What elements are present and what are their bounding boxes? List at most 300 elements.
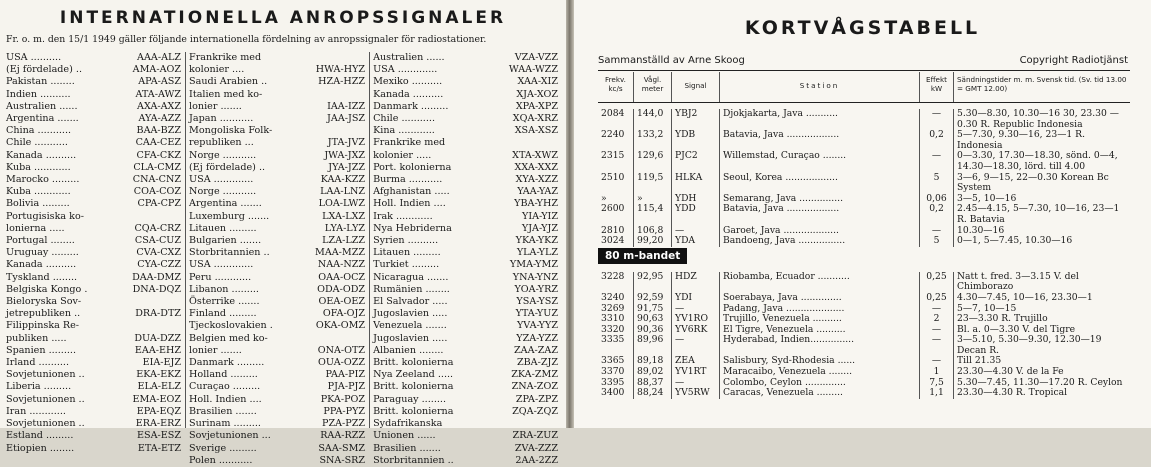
callsign-range: BAA-BZZ [136,125,182,137]
callsign-range: COA-COZ [133,186,182,198]
wavelength-cell: 144,0 [634,109,672,130]
callsign-range: OUA-OZZ [318,357,366,369]
callsign-range [556,137,558,149]
callsign-row [373,198,558,210]
callsign-range: CPA-CPZ [137,198,182,210]
country-name: Belgiska Kongo . [6,283,88,295]
callsign-range: XSA-XSZ [514,125,559,137]
callsign-range: EKA-EKZ [136,369,182,381]
country-name: Sovjetunionen .. [6,369,85,381]
country-name: Peru ............ [189,271,252,283]
callsign-column-3 [369,52,562,466]
country-name: Kuba ............ [6,161,71,173]
callsign-row [189,52,365,64]
callsign-row [189,186,365,198]
callsign-row [373,186,558,198]
callsign-range: OEA-OEZ [318,296,366,308]
callsign-row [373,381,558,393]
callsign-row [189,345,365,357]
times-cell: 23—3.30 R. Trujillo [957,313,1048,325]
wavelength-cell: 88,24 [634,388,672,399]
signal-cell: HDZ [672,272,720,293]
country-name: Britt. kolonierna [373,381,454,393]
callsign-row [189,247,365,259]
country-name: Britt. kolonierna [373,405,454,417]
callsign-row [373,259,558,271]
callsign-row [6,381,181,393]
country-name: Indien .......... [6,88,71,100]
station-row [598,272,1130,293]
country-name: Kina ............ [373,125,435,137]
wavelength-cell: 92,95 [634,272,672,293]
country-name: Sovjetunionen ... [189,430,271,442]
callsign-range: EAA-EHZ [134,344,182,356]
callsign-range: XQA-XRZ [512,113,559,125]
callsign-row [189,198,365,210]
callsign-row [6,150,181,162]
country-name: Unionen ...... [373,430,436,442]
country-name: (Ej fördelade) .. [6,64,83,76]
times-cell: 23.30—4.30 V. de la Fe [957,366,1064,378]
callsign-row [189,394,365,406]
times-cell: 0—1, 5—7.45, 10.30—16 [957,235,1073,247]
callsign-row [6,211,181,223]
callsign-row [6,198,181,210]
callsign-row [373,174,558,186]
country-name: Sovjetunionen .. [6,393,85,405]
callsign-range: MAA-MZZ [315,247,366,259]
country-name: Saudi Arabien .. [189,76,268,88]
power-cell: — [920,335,954,356]
callsign-range: JAA-JSZ [327,113,366,125]
copyright-notice: Copyright Radiotjänst [1019,55,1128,66]
callsign-range: DRA-DTZ [135,308,182,320]
times-cell: 5—7, 10—15 [957,302,1017,314]
freq-cell: 2084 [598,109,634,130]
callsign-row [6,137,181,149]
country-name: Nicaragua ....... [373,271,449,283]
callsign-row [6,52,181,64]
station-row [598,335,1130,356]
country-name: Nya Hebriderna [373,222,452,234]
callsign-range [179,296,181,308]
callsign-row [6,394,181,406]
freq-cell: 3365 [598,356,634,367]
country-name: Australien ...... [373,52,445,63]
power-cell: 0,06 [920,194,954,205]
country-name: Rumänien ........ [373,283,450,295]
callsign-range: YMA-YMZ [509,259,559,271]
callsign-range: VZA-VZZ [514,52,559,63]
callsign-range [363,89,365,101]
callsign-row [189,406,365,418]
callsign-range: HWA-HYZ [315,64,366,76]
right-page [574,0,1151,428]
callsign-range: CFA-CKZ [136,149,182,161]
country-name: Argentina ....... [189,198,262,210]
country-name: Pakistan ........ [6,76,75,88]
callsign-range: YOA-YRZ [514,283,559,295]
callsign-row [189,418,365,430]
callsign-row [189,357,365,369]
callsign-row [189,64,365,76]
callsign-row [373,101,558,113]
callsign-row [189,308,365,320]
callsign-range: KAA-KZZ [320,174,366,186]
country-name: Irak ............ [373,210,433,222]
callsign-row [189,333,365,345]
callsign-range: ZPA-ZPZ [515,393,559,405]
country-name: Danmark ......... [189,357,265,369]
header-power: Effekt kW [920,72,954,102]
intro-text: Fr. o. m. den 15/1 1949 gäller följande internationella fördelning av anropssignaler för radiostationer. [6,34,487,45]
country-name: El Salvador ..... [373,296,448,308]
country-name: Turkiet ......... [373,259,440,271]
country-name: Japan ........... [189,113,254,125]
callsign-row [6,186,181,198]
freq-cell: 2510 [598,173,634,194]
country-name: Spanien ......... [6,344,77,356]
callsign-column-1 [6,52,185,454]
country-name: Tyskland ........ [6,271,78,283]
country-name: Surinam ......... [189,418,261,430]
country-name: Bolivia ......... [6,198,70,210]
country-name: Portugisiska ko- [6,210,85,222]
callsign-row [6,369,181,381]
country-name: kolonier ..... [373,149,432,161]
callsign-range: PKA-POZ [320,393,366,405]
country-name: Australien ...... [6,100,78,112]
callsign-column-2 [185,52,369,466]
callsign-range: YIA-YIZ [521,210,559,222]
times-cell: 4.30—7.45, 10—16, 23.30—1 [957,291,1093,303]
freq-cell: 2315 [598,151,634,172]
country-name: Chile ........... [6,137,68,149]
callsign-row [373,247,558,259]
callsign-range: XPA-XPZ [515,100,559,112]
callsign-row [189,150,365,162]
callsign-range: LXA-LXZ [322,210,366,222]
country-name: Kanada .......... [373,88,444,100]
signal-cell: — [672,304,720,315]
country-name: Sverige ......... [189,442,257,454]
freq-cell: 3395 [598,378,634,389]
freq-cell: 3240 [598,293,634,304]
callsign-range: LYA-LYZ [324,222,366,234]
country-name: Portugal ........ [6,235,75,247]
wavelength-cell: 92,59 [634,293,672,304]
callsign-range: 2AA-2ZZ [515,454,559,466]
wavelength-cell: 115,4 [634,204,672,225]
callsign-row [6,333,181,345]
callsign-row [189,162,365,174]
country-name: Brasilien ....... [189,405,257,417]
country-name: Kanada .......... [6,149,77,161]
callsign-range: RAA-RZZ [320,430,366,442]
callsign-range: EPA-EQZ [136,405,182,417]
wavelength-cell: 90,63 [634,314,672,325]
callsign-row [189,320,365,332]
wavelength-cell: 91,75 [634,304,672,315]
country-name: Sovjetunionen .. [6,418,85,430]
station-cell: Bandoeng, Java ................ [720,236,920,247]
callsign-range: ZNA-ZOZ [511,381,559,393]
wavelength-cell: » [634,194,672,205]
times-cell: Till 21.35 [957,355,1002,367]
callsign-row [373,345,558,357]
callsign-range: ZKA-ZMZ [511,369,559,381]
callsign-range: APA-ASZ [138,76,182,88]
header-times: Sändningstider m. m. Svensk tid. (Sv. tid 13.00 = GMT 12.00) [957,75,1127,93]
signal-cell: YV6RK [672,325,720,336]
country-name: USA ............. [373,64,438,76]
callsign-range: EMA-EOZ [132,393,182,405]
country-name: Irland .......... [6,357,70,369]
country-name: Holl. Indien .... [373,198,446,210]
country-name: Venezuela ....... [373,320,447,332]
country-name: Kuba ............ [6,186,71,198]
freq-cell: 3024 [598,236,634,247]
callsign-range: SNA-SRZ [319,454,366,466]
power-cell: — [920,226,954,237]
power-cell: 0,2 [920,204,954,225]
country-name: Jugoslavien ..... [373,308,448,320]
callsign-range: CQA-CRZ [134,222,182,234]
station-row [598,173,1130,194]
country-name: USA ............. [189,174,254,186]
country-name: republiken ... [189,137,254,149]
country-name: Mongoliska Folk- [189,125,273,137]
callsign-columns [6,52,562,466]
callsign-range: AAA-ALZ [137,52,182,63]
callsign-range: XYA-XZZ [515,174,559,186]
callsign-row [373,333,558,345]
signal-cell: — [672,335,720,356]
callsign-range: ONA-OTZ [317,344,366,356]
callsign-row [373,308,558,320]
wavelength-cell: 89,02 [634,367,672,378]
callsign-range: XAA-XIZ [517,76,559,88]
country-name: China ........... [6,125,72,137]
station-cell: Willemstad, Curaçao ........ [720,151,920,172]
callsign-row [6,247,181,259]
callsign-range: JWA-JXZ [324,149,366,161]
callsign-range: JYA-JZZ [328,161,366,173]
station-cell: Garoet, Java ................... [720,226,920,237]
freq-cell: 3320 [598,325,634,336]
freq-cell: 3370 [598,367,634,378]
callsign-row [6,76,181,88]
callsign-range: ERA-ERZ [135,418,182,430]
callsign-range: ESA-ESZ [137,430,182,442]
callsign-row [189,455,365,467]
freq-cell: 3269 [598,304,634,315]
section-label: 80 m-bandet [598,248,687,264]
callsign-range: LZA-LZZ [322,235,366,247]
callsign-range: LAA-LNZ [320,186,366,198]
country-name: Litauen ......... [373,247,441,259]
country-name: Holl. Indien .... [189,393,262,405]
power-cell: — [920,109,954,130]
power-cell: 1 [920,367,954,378]
shortwave-table [598,72,1130,428]
country-name: lonier ....... [189,100,242,112]
callsign-range: ODA-ODZ [317,283,366,295]
wavelength-cell: 99,20 [634,236,672,247]
wavelength-cell: 88,37 [634,378,672,389]
country-name: Holland ......... [189,369,258,381]
byline [598,55,1128,66]
country-name: USA .......... [6,52,62,63]
callsign-range: CAA-CEZ [135,137,182,149]
callsign-row [373,272,558,284]
callsign-range: ZAA-ZAZ [513,344,559,356]
author-credit: Sammanställd av Arne Skoog [598,55,745,66]
country-name: Marocko ......... [6,174,80,186]
times-cell: 3—5.10, 5.30—9.30, 12.30—19 Decan R. [957,334,1102,356]
callsign-range: CNA-CNZ [132,174,182,186]
station-row [598,293,1130,304]
callsign-range: JTA-JVZ [327,137,366,149]
callsign-row [373,235,558,247]
station-cell: Colombo, Ceylon .............. [720,378,920,389]
freq-cell: 3310 [598,314,634,325]
header-signal: Signal [672,72,720,102]
callsign-row [6,64,181,76]
callsign-row [6,259,181,271]
callsign-range: PPA-PYZ [323,405,366,417]
country-name: Italien med ko- [189,88,263,100]
station-cell: Djokjakarta, Java ........... [720,109,920,130]
country-name: Sydafrikanska [373,418,443,430]
signal-cell: YDA [672,236,720,247]
callsign-row [189,381,365,393]
power-cell: 1,1 [920,388,954,399]
callsign-row [189,296,365,308]
callsign-row [6,430,181,442]
callsign-row [189,76,365,88]
signal-cell: YDI [672,293,720,304]
times-cell: Bl. a. 0—3.30 V. del Tigre [957,323,1076,335]
country-name: Argentina ....... [6,113,79,125]
callsign-row [373,443,558,455]
callsign-row [189,101,365,113]
callsign-range: YVA-YYZ [516,320,559,332]
table-header [598,72,1130,103]
left-page [0,0,566,466]
callsign-range: ATA-AWZ [135,88,182,100]
callsign-range: OAA-OCZ [318,271,366,283]
power-cell: 2 [920,314,954,325]
times-cell: 5.30—7.45, 11.30—17.20 R. Ceylon [957,376,1123,388]
callsign-row [373,296,558,308]
callsign-range: XJA-XOZ [516,88,559,100]
callsign-row [6,223,181,235]
callsign-range: CVA-CXZ [136,247,182,259]
callsign-row [373,284,558,296]
country-name: lonier ....... [189,344,242,356]
callsign-range: YSA-YSZ [516,296,559,308]
table-body-bottom [598,272,1130,399]
callsign-row [373,369,558,381]
callsign-range: EIA-EJZ [142,357,182,369]
country-name: Norge ........... [189,186,257,198]
callsign-range: YBA-YHZ [514,198,559,210]
callsign-range: YLA-YLZ [516,247,559,259]
page-title: INTERNATIONELLA ANROPSSIGNALER [59,8,507,28]
station-cell: Hyderabad, Indien............... [720,335,920,356]
country-name: Chile ........... [373,113,436,125]
country-name: lonierna ..... [6,222,65,234]
country-name: Estland ......... [6,430,74,442]
callsign-row [189,443,365,455]
country-name: Polen ........... [189,454,253,466]
table-rule [598,70,1130,71]
station-row [598,109,1130,130]
callsign-row [373,76,558,88]
callsign-row [189,137,365,149]
freq-cell: 2240 [598,130,634,151]
signal-cell: YBJ2 [672,109,720,130]
callsign-row [373,406,558,418]
section-header [598,247,1130,266]
callsign-row [6,113,181,125]
times-cell: 10.30—16 [957,224,1005,236]
callsign-row [373,357,558,369]
country-name: Bulgarien ....... [189,235,262,247]
country-name: Bieloryska Sov- [6,296,82,308]
times-cell: Natt t. fred. 3—3.15 V. del Chimborazo [957,270,1079,293]
power-cell: 5 [920,173,954,194]
callsign-range: DAA-DMZ [132,271,182,283]
callsign-row [6,357,181,369]
country-name: Libanon ......... [189,283,259,295]
callsign-row [6,345,181,357]
station-cell: Seoul, Korea .................. [720,173,920,194]
country-name: Filippinska Re- [6,320,80,332]
station-cell: Batavia, Java .................. [720,204,920,225]
station-cell: El Tigre, Venezuela .......... [720,325,920,336]
signal-cell: — [672,226,720,237]
callsign-row [6,235,181,247]
header-station: Station [720,72,920,102]
wavelength-cell: 89,18 [634,356,672,367]
callsign-range: YZA-YZZ [516,332,559,344]
callsign-row [373,418,558,430]
country-name: Syrien .......... [373,235,439,247]
freq-cell: 3400 [598,388,634,399]
freq-cell: 2810 [598,226,634,237]
callsign-range: CSA-CUZ [134,235,182,247]
times-cell: 0—3.30, 17.30—18.30, sönd. 0—4, 14.30—18.30, lörd. till 4.00 [957,150,1118,172]
freq-cell: » [598,194,634,205]
wavelength-cell: 89,96 [634,335,672,356]
callsign-range: PJA-PJZ [327,381,366,393]
callsign-range: AYA-AZZ [138,113,182,125]
callsign-row [189,369,365,381]
callsign-range: PZA-PZZ [321,418,366,430]
country-name: Österrike ....... [189,296,260,308]
country-name: publiken ..... [6,332,67,344]
signal-cell: YDD [672,204,720,225]
signal-cell: HLKA [672,173,720,194]
callsign-row [373,162,558,174]
station-cell: Soerabaya, Java .............. [720,293,920,304]
callsign-row [373,89,558,101]
callsign-range: NAA-NZZ [317,259,366,271]
callsign-row [373,223,558,235]
callsign-row [6,284,181,296]
